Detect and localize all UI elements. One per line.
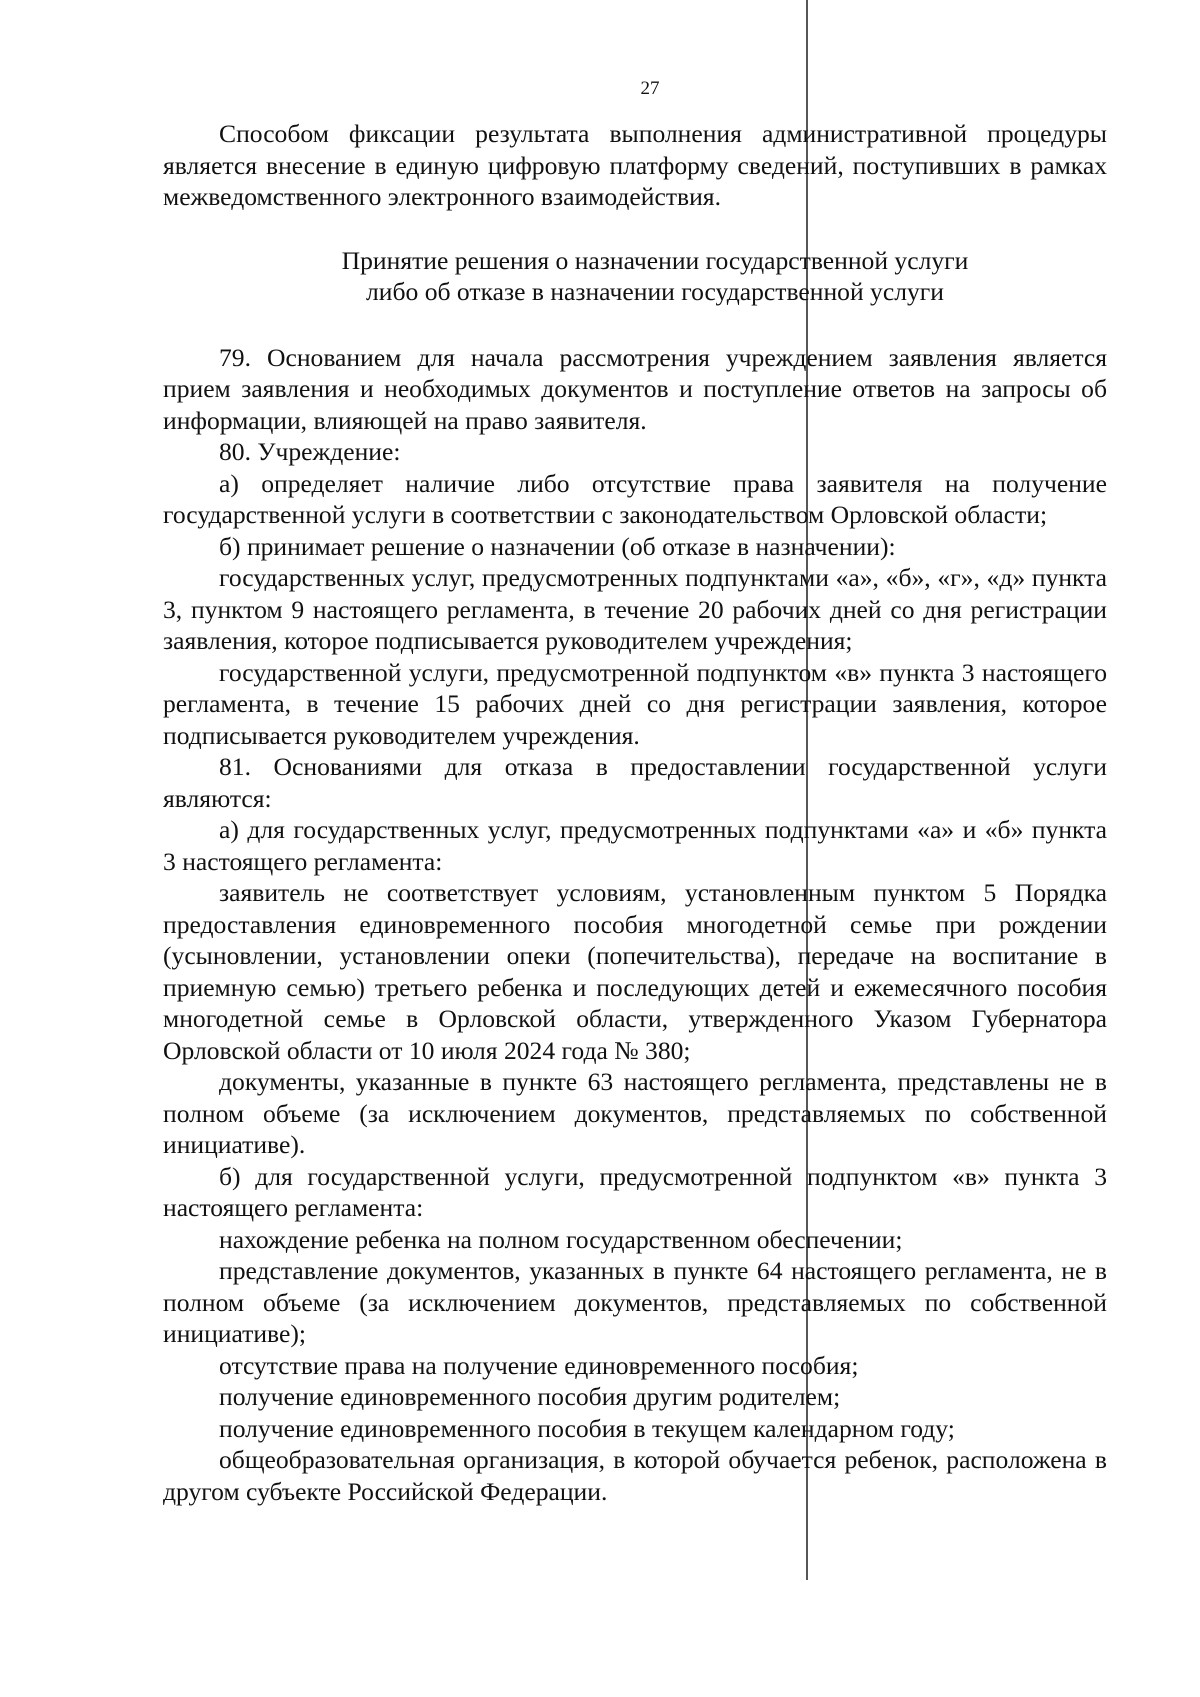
paragraph-80-a: а) определяет наличие либо отсутствие права заявителя на получение государственной услуги в соответствии с законодательством Орловской области; [163,468,1107,529]
section-heading [163,245,1107,308]
paragraph-80-b: б) принимает решение о назначении (об отказе в назначении): [219,531,896,561]
paragraph-81-b-item-3: отсутствие права на получение единовременного пособия; [219,1350,859,1380]
section-heading-line-1: Принятие решения о назначении государственной услуги [341,245,969,275]
paragraph-81-a-item-2: документы, указанные в пункте 63 настоящего регламента, представлены не в полном объеме (за исключением документов, представляемых по собственной инициативе). [163,1067,1107,1159]
paragraph-81-b-item-2: представление документов, указанных в пункте 64 настоящего регламента, не в полном объеме (за исключением документов, представляемых по собственной инициативе); [163,1256,1107,1348]
paragraph-81-b-item-4: получение единовременного пособия другим родителем; [219,1382,841,1411]
paragraph-79: 79. Основанием для начала рассмотрения учреждением заявления является прием заявления и необходимых документов и поступление ответов на запросы об информации, влияющей на право заявителя. [163,342,1107,435]
paragraph-80: 80. Учреждение: [219,437,401,466]
section-heading-line-2: либо об отказе в назначении государственной услуги [366,277,944,306]
paragraph-81-b-item-6: общеобразовательная организация, в которой обучается ребенок, расположена в другом субъекте Российской Федерации. [163,1445,1107,1506]
intro-paragraph: Способом фиксации результата выполнения административной процедуры является внесение в единую цифровую платформу сведений, поступивших в рамках межведомственного электронного взаимодействия. [163,119,1107,211]
document-body [163,118,1107,1507]
paragraph-80-b-item-2: государственной услуги, предусмотренной подпунктом «в» пункта 3 настоящего регламента, в течение 15 рабочих дней со дня регистрации заявления, которое подписывается руководителем учреждения. [163,657,1107,750]
paragraph-81-b-item-1: нахождение ребенка на полном государственном обеспечении; [219,1224,903,1254]
paragraph-81-b: б) для государственной услуги, предусмотренной подпунктом «в» пункта 3 настоящего регламента: [163,1161,1107,1222]
paragraph-81-b-item-5: получение единовременного пособия в текущем календарном году; [219,1413,955,1443]
paragraph-80-b-item-1: государственных услуг, предусмотренных подпунктами «а», «б», «г», «д» пункта 3, пунктом 9 настоящего регламента, в течение 20 рабочих дней со дня регистрации заявления, которое подписывается руководителем учреждения; [163,563,1107,655]
paragraph-81-a-item-1: заявитель не соответствует условиям, установленным пунктом 5 Порядка предоставления единовременного пособия многодетной семье при рождении (усыновлении, установлении опеки (попечительства), передаче на воспитание в приемную семью) третьего ребенка и последующих детей и ежемесячного пособия многодетной семье в Орловской области, утвержденного Указом Губернатора Орловской области от 10 июля 2024 года № 380; [163,878,1107,1065]
paragraph-81: 81. Основаниями для отказа в предоставлении государственной услуги являются: [163,752,1107,813]
page-number: 27 [640,78,660,99]
paragraph-81-a: а) для государственных услуг, предусмотренных подпунктами «а» и «б» пункта 3 настоящего регламента: [163,815,1107,876]
